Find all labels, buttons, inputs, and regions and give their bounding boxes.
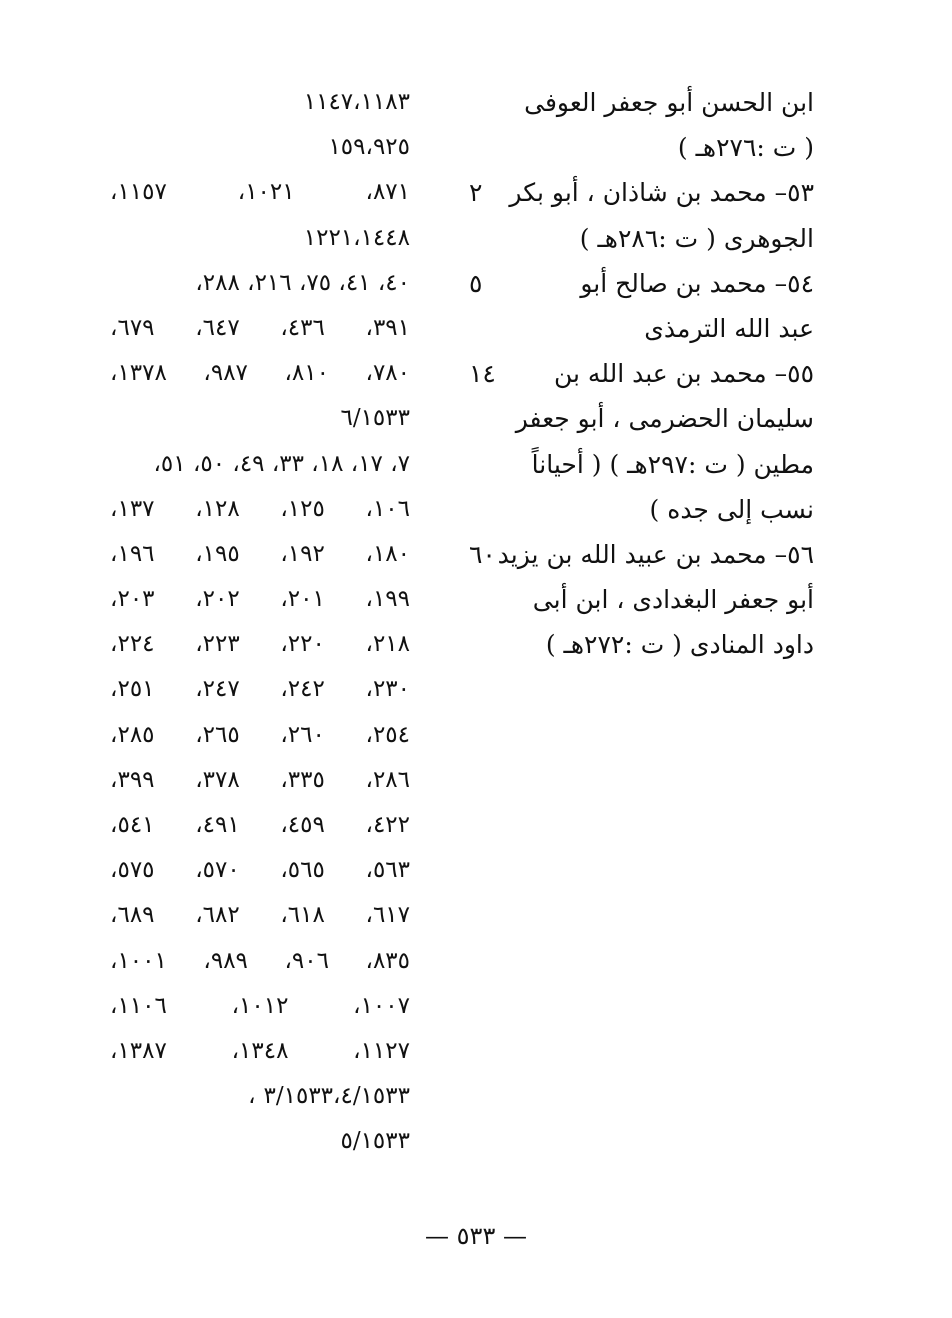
reference-line: [110, 1029, 410, 1074]
reference-number: ٩٠٦،: [284, 947, 329, 974]
reference-line: [110, 306, 410, 351]
reference-number: ١٣٧،: [110, 495, 155, 522]
reference-number: ١٠١٢،: [231, 992, 289, 1019]
entry-text: أبو جعفر البغدادى ، ابن أبى: [532, 585, 814, 615]
reference-number: ٥٦٥،: [280, 857, 325, 884]
reference-number: ٤٥٩،: [280, 812, 325, 838]
reference-number: ١٨٠،: [365, 540, 410, 567]
entry-text: ابن الحسن أبو جعفر العوفى: [524, 88, 814, 117]
reference-number: ١٠٦،: [365, 495, 410, 522]
reference-line: [110, 1119, 410, 1164]
reference-line: [110, 442, 410, 487]
entry-text: ٥٦– محمد بن عبيد الله بن يزيد: [497, 539, 814, 569]
reference-number: ٦٧٩،: [110, 314, 155, 341]
entry-text: نسب إلى جده ): [649, 494, 814, 524]
reference-number: ٢٤٧،: [195, 676, 240, 703]
entry-text: ٥٥– محمد بن عبد الله بن: [553, 359, 814, 389]
entry-line: [469, 125, 814, 170]
reference-number: ٦/١٥٣٣: [340, 405, 410, 432]
entry-line: [469, 442, 814, 487]
reference-line: [110, 848, 410, 893]
reference-number: ٦٨٩،: [110, 902, 155, 929]
reference-number: ٣/١٥٣٣،: [263, 1083, 341, 1110]
page-number: — ٥٣٣ —: [425, 1222, 527, 1250]
entry-count: ٢: [469, 178, 483, 208]
reference-line: [110, 487, 410, 532]
reference-line: [110, 170, 410, 215]
reference-number: ٦١٧،: [365, 902, 410, 929]
reference-number: ٤٩١،: [195, 812, 240, 838]
reference-line: [110, 396, 410, 441]
entry-text: داود المنادى ( ت :٢٧٢هـ ): [545, 630, 814, 660]
reference-line: [110, 893, 410, 938]
reference-number: ١٥٩،: [328, 134, 373, 161]
reference-number: ٢٦٥،: [195, 721, 240, 748]
entry-line: [469, 532, 814, 577]
reference-number: ٩٨٧،: [203, 360, 248, 387]
reference-number: ٤٣٦،: [280, 314, 325, 341]
reference-line: [110, 939, 410, 984]
reference-number: ٥٧٥،: [110, 857, 155, 884]
reference-number: ٥٧٠،: [195, 857, 240, 884]
reference-number: ٧، ١٧، ١٨، ٣٣، ٤٩، ٥٠، ٥١،: [153, 450, 410, 477]
entry-count: ١٤: [469, 359, 496, 389]
entry-line: [469, 306, 814, 351]
entries-column: [469, 80, 814, 667]
reference-number: ٥٤١،: [110, 812, 155, 838]
reference-number: ١٣٨٧،: [110, 1037, 167, 1064]
reference-number: ٩٢٥: [372, 134, 410, 161]
reference-line: [110, 622, 410, 667]
reference-number: ١٢٨،: [195, 495, 240, 522]
reference-number: ١٢٢١،: [303, 224, 361, 251]
reference-number: ١٠٠١،: [110, 947, 167, 974]
reference-line: [110, 758, 410, 803]
reference-number: ١١٨٣: [360, 89, 410, 115]
reference-number: ١٤٤٨: [360, 224, 410, 251]
entry-line: [469, 80, 814, 125]
reference-line: [110, 984, 410, 1029]
reference-number: ٢٠٣،: [110, 586, 155, 613]
reference-number: ١٢٥،: [280, 495, 325, 522]
reference-number: ٤٠، ٤١، ٧٥، ٢١٦، ٢٨٨،: [195, 269, 410, 296]
entry-line: [469, 216, 814, 261]
reference-line: [110, 532, 410, 577]
reference-number: ٢٢٤،: [110, 631, 155, 658]
reference-number: ٣٧٨،: [195, 766, 240, 793]
reference-number: ٦٤٧،: [195, 314, 240, 341]
reference-number: ١١٤٧،: [303, 89, 361, 115]
entry-text: عبد الله الترمذى: [644, 313, 814, 343]
entry-text: مطين ( ت :٢٩٧هـ ) ( أحياناً: [531, 449, 814, 479]
reference-number: ١٩٢،: [280, 540, 325, 567]
entry-line: [469, 487, 814, 532]
entry-line: [469, 351, 814, 396]
entry-line: [469, 261, 814, 306]
entry-text: سليمان الحضرمى ، أبو جعفر: [515, 404, 814, 434]
reference-number: ١١٥٧،: [110, 179, 167, 206]
reference-number: ٩٨٩،: [203, 947, 248, 974]
reference-number: ١٣٤٨،: [231, 1037, 289, 1064]
entry-text: ( ت :٢٧٦هـ ): [677, 133, 814, 163]
reference-number: ١٠٠٧،: [353, 992, 410, 1019]
reference-number: ٢٨٥،: [110, 721, 155, 748]
reference-line: [110, 1074, 410, 1119]
entry-text: ٥٤– محمد بن صالح أبو: [580, 268, 814, 298]
reference-number: ٨٧١،: [365, 179, 410, 206]
entry-line: [469, 396, 814, 441]
reference-number: ٦١٨،: [280, 902, 325, 929]
reference-line: [110, 713, 410, 758]
reference-line: [110, 216, 410, 261]
reference-number: ١٣٧٨،: [110, 360, 167, 387]
entry-count: ٦٠: [469, 539, 496, 569]
reference-number: ١٠٢١،: [237, 179, 295, 206]
reference-line: [110, 803, 410, 848]
reference-line: [110, 667, 410, 712]
reference-number: ١٩٦،: [110, 540, 155, 567]
reference-number: ٤٢٢،: [365, 812, 410, 838]
reference-line: [110, 125, 410, 170]
reference-number: ١٩٥،: [195, 540, 240, 567]
reference-number: ٢٠٢،: [195, 586, 240, 613]
reference-number: ٢٤٢،: [280, 676, 325, 703]
reference-line: [110, 261, 410, 306]
entry-count: ٥: [469, 268, 483, 298]
entry-text: ٥٣– محمد بن شاذان ، أبو بكر: [509, 178, 814, 208]
entry-line: [469, 577, 814, 622]
reference-number: ١٩٩،: [365, 586, 410, 613]
reference-number: ٢٥١،: [110, 676, 155, 703]
reference-number: ١١٢٧،: [353, 1037, 410, 1064]
reference-line: [110, 577, 410, 622]
reference-number: ٥/١٥٣٣: [340, 1128, 410, 1155]
entry-text: الجوهرى ( ت :٢٨٦هـ ): [579, 223, 814, 253]
reference-number: ٣٩١،: [365, 314, 410, 341]
reference-number: ٥٦٣،: [365, 857, 410, 884]
reference-number: ٣٩٩،: [110, 766, 155, 793]
entry-line: [469, 622, 814, 667]
reference-line: [110, 351, 410, 396]
reference-number: ٨١٠،: [284, 360, 329, 387]
entry-line: [469, 170, 814, 215]
reference-number: ١١٠٦،: [110, 992, 167, 1019]
reference-number: ٦٨٢،: [195, 902, 240, 929]
references-column: [110, 80, 410, 1165]
reference-number: ٧٨٠،: [365, 360, 410, 387]
reference-number: ٢٨٦،: [365, 766, 410, 793]
reference-number: ٢٦٠،: [280, 721, 325, 748]
reference-number: ٢٥٤،: [365, 721, 410, 748]
reference-number: ٢٠١،: [280, 586, 325, 613]
reference-number: ٨٣٥،: [365, 947, 410, 974]
reference-number: ٢٢٣،: [195, 631, 240, 658]
reference-number: ٤/١٥٣٣،: [248, 1083, 410, 1110]
reference-number: ٣٣٥،: [280, 766, 325, 793]
reference-number: ٢٢٠،: [280, 631, 325, 658]
reference-number: ٢٣٠،: [365, 676, 410, 703]
reference-line: [110, 80, 410, 125]
reference-number: ٢١٨،: [365, 631, 410, 658]
